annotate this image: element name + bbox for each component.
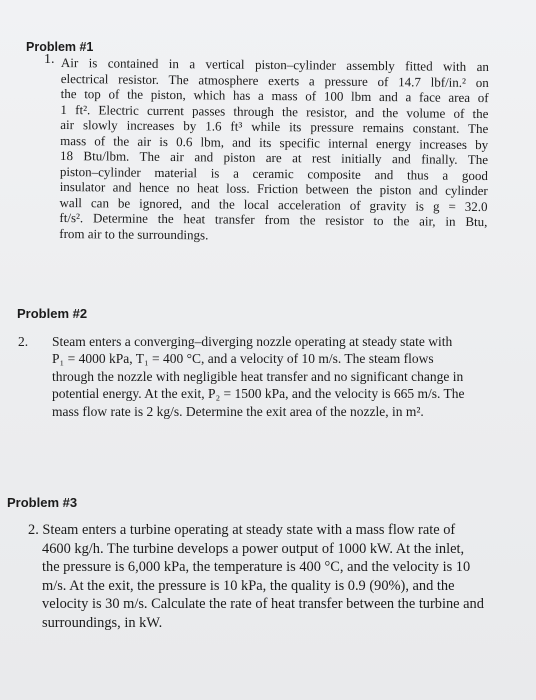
problem-3-line: 2. Steam enters a turbine operating at steady state with a mass flow rate of [28, 522, 456, 538]
problem-2-line: through the nozzle with negligible heat transfer and no significant change in [52, 368, 464, 384]
problem-3-line: m/s. At the exit, the pressure is 10 kPa, the quality is 0.9 (90%), and the [42, 577, 455, 594]
problem-2-line: Steam enters a converging–diverging nozzle operating at steady state with [52, 334, 453, 349]
problem-2-line: P₁ = 4000 kPa, T₁ = 400 °C, and a velocity of 10 m/s. The steam flows [52, 351, 434, 367]
problem-2-line: mass flow rate is 2 kg/s. Determine the exit area of the nozzle, in m². [52, 403, 424, 419]
problem-1-line: wall can be ignored, and the local acceleration of gravity is g = 32.0 [59, 194, 488, 214]
problem-2-line: potential energy. At the exit, P₂ = 1500 kPa, and the velocity is 665 m/s. The [52, 386, 465, 402]
problem-2-heading: Problem #2 [17, 306, 88, 321]
problem-2-text [52, 333, 516, 420]
problem-1-line: 18 Btu/lbm. The air and piston are at rest initially and finally. The [59, 147, 489, 168]
problem-1-number: 1. [44, 52, 55, 67]
problem-2-number: 2. [18, 334, 29, 349]
problem-1-heading: Problem #1 [26, 40, 94, 54]
problem-3-line: 4600 kg/h. The turbine develops a power output of 1000 kW. At the inlet, [42, 540, 465, 557]
problem-3-heading: Problem #3 [7, 495, 78, 510]
problem-3-line: velocity is 30 m/s. Calculate the rate of heat transfer between the turbine and [42, 596, 484, 612]
problem-1-text [59, 55, 489, 245]
problem-1-line: electrical resistor. The atmosphere exerts a pressure of 14.7 lbf/in.² on [60, 70, 489, 90]
problem-3-line: the pressure is 6,000 kPa, the temperature is 400 °C, and the velocity is 10 [42, 559, 471, 575]
problem-3-text [28, 521, 536, 632]
problem-1-line: insulator and hence no heat loss. Friction between the piston and cylinder [59, 178, 488, 199]
problem-1-line: the top of the piston, which has a mass of 100 lbm and a face area of [60, 85, 489, 106]
problem-1-line: air slowly increases by 1.6 ft³ while its pressure remains constant. The [60, 116, 489, 137]
problem-1-line: ft/s². Determine the heat transfer from the resistor to the air, in Btu, [59, 209, 488, 230]
problem-1-line: piston–cylinder material is a ceramic composite and thus a good [59, 163, 488, 183]
problem-1-line: mass of the air is 0.6 lbm, and its specific internal energy increases by [60, 132, 489, 152]
problem-3-line: surroundings, in kW. [42, 614, 163, 631]
problem-1-line: 1 ft². Electric current passes through the resistor, and the volume of the [60, 101, 489, 121]
problem-1-line: Air is contained in a vertical piston–cylinder assembly fitted with an [60, 55, 489, 75]
problem-1-line: from air to the surroundings. [59, 225, 209, 242]
